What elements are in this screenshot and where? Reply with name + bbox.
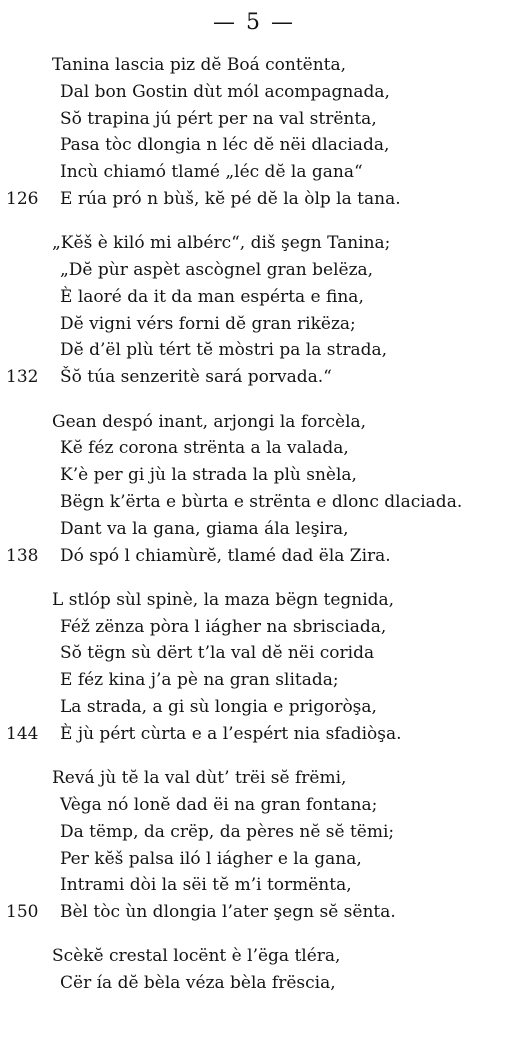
verse-text: Dĕ d’ël plù tért tĕ mòstri pa la strada, bbox=[60, 340, 388, 361]
verse-text: Bèl tòc ùn dlongia l’ater şegn sĕ sënta. bbox=[60, 902, 396, 923]
line-number: 138 bbox=[6, 545, 39, 566]
verse-line bbox=[0, 462, 508, 489]
verse-line bbox=[0, 159, 508, 186]
verse-text: Tanina lascia piz dĕ Boá contënta, bbox=[52, 55, 347, 75]
verse-text: Scèkĕ crestal locënt è l’ëga tléra, bbox=[52, 946, 341, 967]
verse-text: Per kĕš palsa iló l iágher e la gana, bbox=[60, 848, 362, 869]
verse-line bbox=[0, 257, 508, 284]
verse-line bbox=[0, 132, 508, 159]
verse-line bbox=[0, 765, 508, 792]
verse-line bbox=[0, 186, 508, 213]
verse-line bbox=[0, 337, 508, 364]
stanza bbox=[0, 52, 508, 213]
verse-text: Incù chiamó tlamé „léc dĕ la gana“ bbox=[60, 162, 363, 183]
verse-text: „Dĕ pùr aspèt ascògnel gran belëza, bbox=[60, 260, 374, 281]
verse-line bbox=[0, 79, 508, 106]
stanza bbox=[0, 943, 508, 997]
verse-line bbox=[0, 846, 508, 873]
stanza bbox=[0, 409, 508, 570]
verse-text: È jù pért cùrta e a l’espért nia sfadiòşa. bbox=[60, 723, 402, 744]
verse-line bbox=[0, 543, 508, 570]
verse-text: K’è per gi jù la strada la plù snèla, bbox=[60, 465, 357, 486]
verse-text: Dal bon Gostin dùt mól acompagnada, bbox=[60, 81, 390, 102]
verse-line bbox=[0, 819, 508, 846]
verse-line bbox=[0, 311, 508, 338]
verse-line bbox=[0, 943, 508, 970]
verse-line bbox=[0, 970, 508, 997]
verse-line bbox=[0, 230, 508, 257]
verse-text: La strada, a gi sù longia e prigoròşa, bbox=[60, 697, 377, 718]
verse-text: Dó spó l chiamùrĕ, tlamé dad ëla Zira. bbox=[60, 545, 391, 566]
page-number: — 5 — bbox=[213, 10, 295, 35]
line-number: 132 bbox=[6, 367, 39, 388]
verse-text: Bëgn k’ërta e bùrta e strënta e dlonc dlaciada. bbox=[60, 491, 463, 512]
verse-text: Pasa tòc dlongia n léc dĕ nëi dlaciada, bbox=[60, 135, 390, 156]
line-number: 144 bbox=[6, 723, 39, 744]
verse-text: Revá jù tĕ la val dùt’ trëi sĕ frëmi, bbox=[52, 768, 347, 789]
verse-text: Féž zënza pòra l iágher na sbrisciada, bbox=[60, 616, 387, 637]
verse-text: „Kĕš è kiló mi albérc“, diš şegn Tanina; bbox=[52, 233, 391, 254]
verse-text: Sŏ trapina jú pért per na val strënta, bbox=[60, 108, 377, 129]
verse-line bbox=[0, 284, 508, 311]
verse-text: E rúa pró n bùš, kĕ pé dĕ la òlp la tana. bbox=[60, 188, 401, 209]
verse-line bbox=[0, 792, 508, 819]
verse-text: Gean despó inant, arjongi la forcèla, bbox=[52, 411, 367, 432]
line-number: 126 bbox=[6, 188, 39, 209]
verse-line bbox=[0, 52, 508, 79]
verse-text: Dĕ vigni vérs forni dĕ gran rikëza; bbox=[60, 313, 356, 334]
verse-line bbox=[0, 587, 508, 614]
verse-line bbox=[0, 364, 508, 391]
verse-text: Vèga nó lonĕ dad ëi na gran fontana; bbox=[60, 794, 378, 815]
stanza bbox=[0, 587, 508, 748]
verse-line bbox=[0, 489, 508, 516]
verse-line bbox=[0, 667, 508, 694]
verse-line bbox=[0, 106, 508, 133]
verse-line bbox=[0, 435, 508, 462]
verse-line bbox=[0, 694, 508, 721]
verse-text: Šŏ túa senzeritè sará porvada.“ bbox=[60, 367, 332, 388]
verse-line bbox=[0, 899, 508, 926]
verse-text: Dant va la gana, giama ála leşira, bbox=[60, 518, 349, 539]
verse-line bbox=[0, 640, 508, 667]
verse-text: Kĕ féz corona strënta a la valada, bbox=[60, 438, 349, 459]
verse-line bbox=[0, 721, 508, 748]
verse-text: Sŏ tëgn sù dërt t’la val dĕ nëi corida bbox=[60, 643, 375, 664]
verse-text: Cër ía dĕ bèla véza bèla frëscia, bbox=[60, 973, 336, 994]
stanza bbox=[0, 230, 508, 391]
poem-body bbox=[0, 52, 508, 1015]
verse-text: È laoré da it da man espérta e fina, bbox=[60, 286, 364, 307]
verse-text: E féz kina j’a pè na gran slitada; bbox=[60, 670, 339, 691]
verse-text: L stlóp sùl spinè, la maza bëgn tegnida, bbox=[52, 589, 395, 610]
verse-text: Da tëmp, da crëp, da pères nĕ sĕ tëmi; bbox=[60, 821, 395, 842]
verse-line bbox=[0, 409, 508, 436]
line-number: 150 bbox=[6, 902, 39, 923]
stanza bbox=[0, 765, 508, 926]
verse-line bbox=[0, 516, 508, 543]
verse-text: Intrami dòi la sëi tĕ m’i tormënta, bbox=[60, 875, 352, 896]
verse-line bbox=[0, 614, 508, 641]
verse-line bbox=[0, 872, 508, 899]
